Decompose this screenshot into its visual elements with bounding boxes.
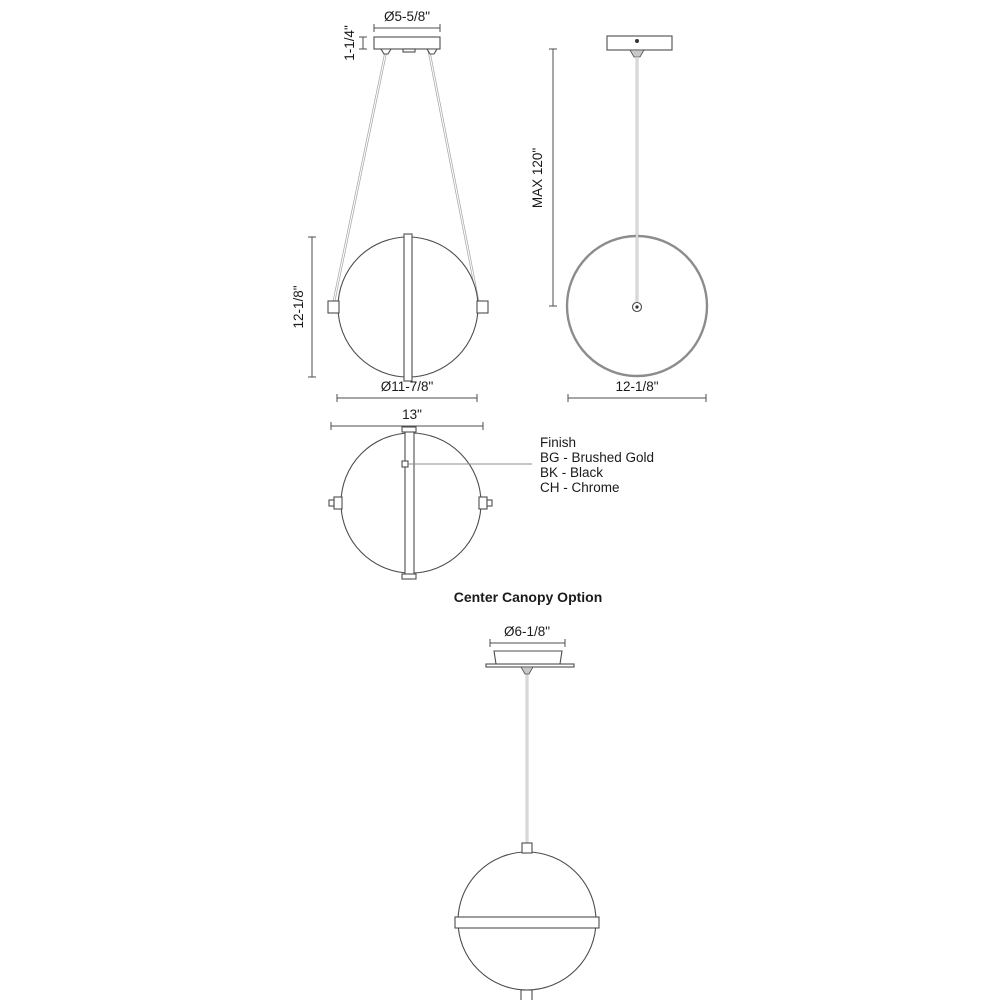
dimension-line <box>359 37 367 49</box>
top-side-tab-right-pin <box>487 500 492 506</box>
side-max-suspension-dimension: MAX 120" <box>530 147 545 209</box>
center-canopy-diameter-dimension: Ø6-1/8" <box>503 624 551 639</box>
center-horizontal-band <box>455 917 599 928</box>
center-canopy-cable-grip <box>521 667 533 674</box>
front-fixture-height-dimension: 12-1/8" <box>291 285 306 329</box>
front-vertical-band <box>404 234 412 381</box>
finish-legend <box>540 435 654 495</box>
dimension-line <box>337 394 477 402</box>
top-band-cap-bottom <box>402 574 416 579</box>
front-canopy-height-dimension: 1-1/4" <box>342 25 357 61</box>
side-shade-width-dimension: 12-1/8" <box>615 379 659 394</box>
center-bottom-finial <box>521 990 532 1000</box>
center-canopy-body <box>494 651 562 664</box>
dimension-line <box>374 24 440 32</box>
finish-option-black: BK - Black <box>540 465 604 480</box>
top-overall-width-dimension: 13" <box>402 407 422 422</box>
center-top-connector <box>522 843 532 853</box>
front-canopy <box>374 37 440 49</box>
finish-option-brushed-gold: BG - Brushed Gold <box>540 450 655 465</box>
dimension-line <box>549 49 557 306</box>
front-view <box>291 9 488 402</box>
dimension-line <box>308 237 316 377</box>
top-vertical-band <box>405 430 414 576</box>
dimension-line <box>490 639 565 647</box>
front-side-connector-right <box>477 301 488 313</box>
canopy-screw <box>635 39 639 43</box>
side-canopy-stem-fitting <box>630 50 644 57</box>
top-side-tab-left-pin <box>329 500 334 506</box>
top-side-tab-right <box>479 497 487 509</box>
center-canopy-base-plate <box>486 664 574 667</box>
leader-anchor-square <box>402 461 408 467</box>
front-side-connector-left <box>328 301 339 313</box>
finish-legend-title: Finish <box>540 435 577 450</box>
canopy-cable-grip-left <box>381 49 391 54</box>
side-view <box>530 36 707 402</box>
center-hub-dot <box>635 305 638 308</box>
center-canopy-section-label: Center Canopy Option <box>453 589 603 605</box>
finish-option-chrome: CH - Chrome <box>540 480 620 495</box>
dimension-line <box>568 394 706 402</box>
front-canopy-diameter-dimension: Ø5-5/8" <box>383 9 431 24</box>
front-shade-diameter-dimension: Ø11-7/8" <box>380 379 434 394</box>
top-side-tab-left <box>334 497 342 509</box>
center-canopy-view <box>455 624 599 1000</box>
canopy-center-notch <box>403 49 415 52</box>
top-view <box>329 407 532 579</box>
top-band-cap-top <box>402 427 416 432</box>
side-canopy <box>607 36 672 50</box>
